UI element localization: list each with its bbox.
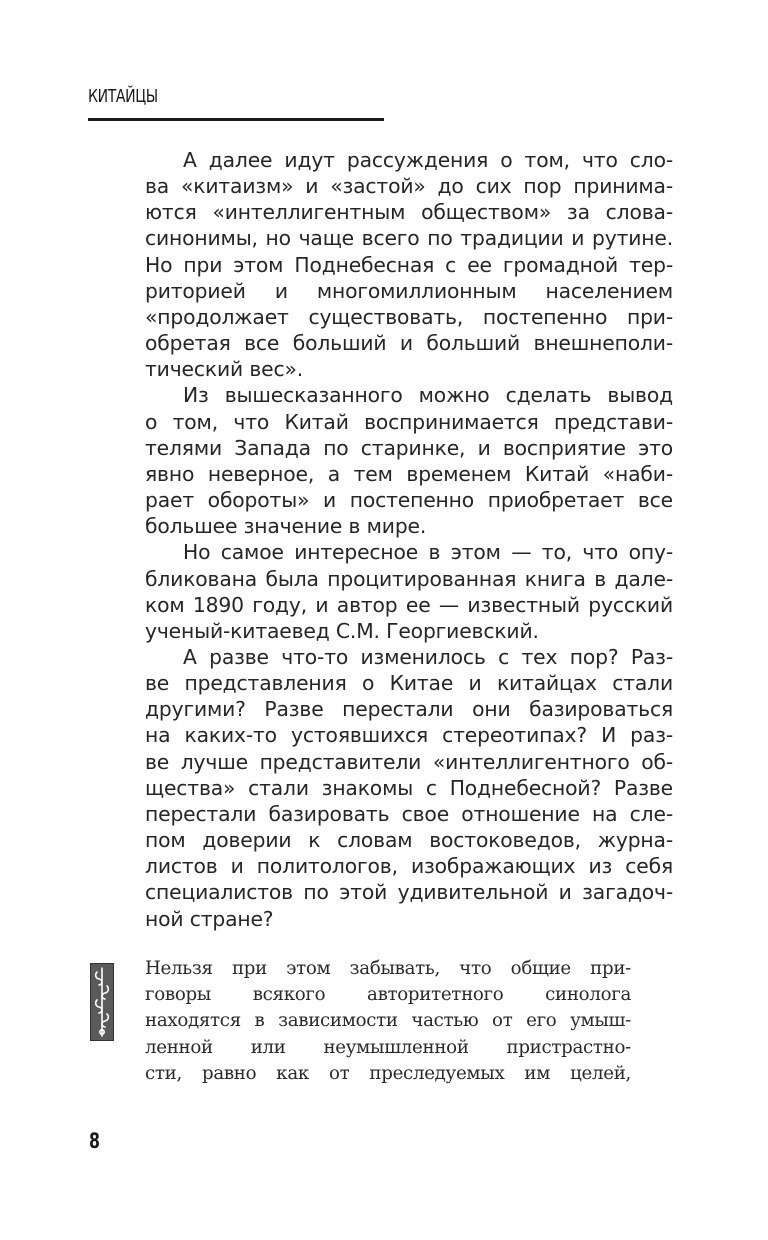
text-line: тический вес». bbox=[145, 357, 304, 382]
text-line: бликована была процитированная книга в дале- bbox=[145, 566, 673, 591]
text-line: большее значение в мире. bbox=[145, 514, 427, 539]
paragraph-3 bbox=[145, 539, 673, 644]
text-line: Из вышесказанного можно сделать вывод bbox=[183, 383, 673, 408]
quote-line: говоры всякого авторитетного синолога bbox=[145, 984, 631, 1006]
header-rule bbox=[88, 118, 384, 121]
page-number: 8 bbox=[89, 1129, 100, 1153]
text-line: на каких-то устоявшихся стереотипах? И раз- bbox=[145, 723, 673, 748]
text-line: риторией и многомиллионным населением bbox=[145, 278, 673, 303]
text-line: листов и политологов, изображающих из себя bbox=[145, 854, 673, 879]
quote-line: находятся в зависимости частью от его умыш- bbox=[145, 1010, 631, 1032]
paragraph-4 bbox=[145, 644, 673, 932]
quote-line: ленной или неумышленной пристрастно- bbox=[145, 1036, 631, 1058]
text-line: ются «интеллигентным обществом» за слова- bbox=[145, 200, 673, 225]
text-line: специалистов по этой удивительной и загадоч- bbox=[145, 880, 673, 905]
text-line: пом доверии к словам востоковедов, журна- bbox=[145, 828, 673, 853]
text-line: ком 1890 году, и автор ее — известный русский bbox=[145, 592, 673, 617]
text-line: рает обороты» и постепенно приобретает все bbox=[145, 488, 673, 513]
text-line: ной стране? bbox=[145, 906, 274, 931]
text-line: ученый-китаевед С.М. Георгиевский. bbox=[145, 618, 539, 643]
running-head: КИТАЙЦЫ bbox=[88, 86, 158, 107]
text-line: о том, что Китай воспринимается представи- bbox=[145, 409, 673, 434]
text-line: А далее идут рассуждения о том, что сло- bbox=[183, 148, 673, 172]
text-line: ве лучше представители «интеллигентного об- bbox=[145, 749, 673, 774]
main-text bbox=[145, 147, 673, 932]
text-line: ва «китаизм» и «застой» до сих пор принима- bbox=[145, 174, 673, 199]
quote-block bbox=[145, 956, 631, 1087]
paragraph-1 bbox=[145, 147, 673, 382]
text-line: обретая все больший и больший внешнеполи- bbox=[145, 331, 673, 356]
text-line: явно неверное, а тем временем Китай «наби- bbox=[145, 461, 673, 486]
text-line: «продолжает существовать, постепенно при- bbox=[145, 304, 673, 329]
text-line: синонимы, но чаще всего по традиции и рутине. bbox=[145, 226, 673, 251]
quote-line: Нельзя при этом забывать, что общие при- bbox=[145, 958, 631, 979]
quote-ornament-icon bbox=[90, 963, 114, 1041]
text-line: щества» стали знакомы с Поднебесной? Разве bbox=[145, 775, 673, 800]
text-line: телями Запада по старинке, и восприятие это bbox=[145, 435, 673, 460]
quote-line: сти, равно как от преследуемых им целей, bbox=[145, 1062, 631, 1084]
text-line: Но самое интересное в этом — то, что опу- bbox=[183, 540, 673, 565]
paragraph-2 bbox=[145, 382, 673, 539]
text-line: перестали базировать свое отношение на сле- bbox=[145, 801, 673, 826]
text-line: ве представления о Китае и китайцах стали bbox=[145, 671, 673, 696]
text-line: Но при этом Поднебесная с ее громадной тер- bbox=[145, 252, 673, 277]
text-line: А разве что-то изменилось с тех пор? Раз- bbox=[183, 644, 673, 669]
text-line: другими? Разве перестали они базироваться bbox=[145, 697, 673, 722]
